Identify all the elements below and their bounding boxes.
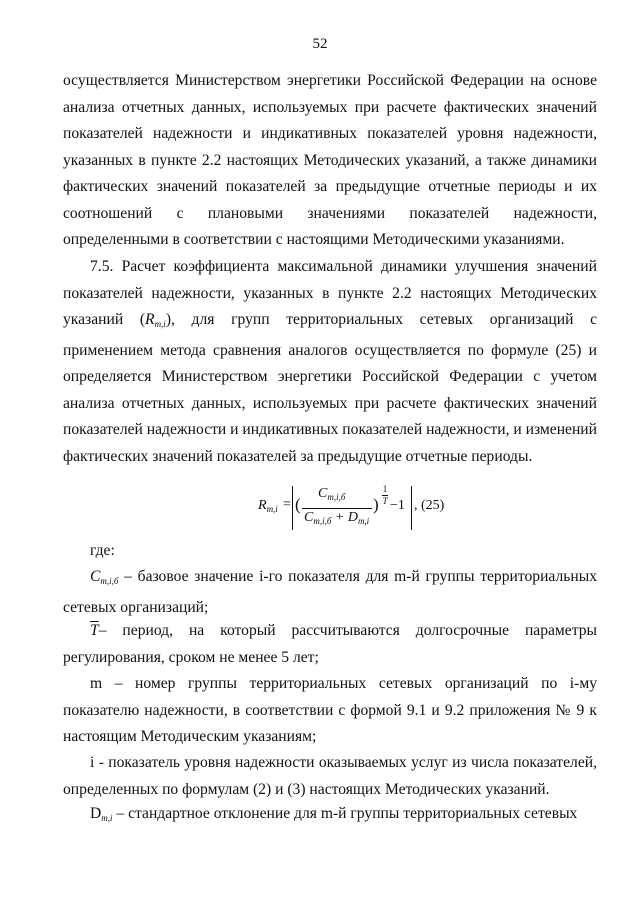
formula-lhs: $R_{m,i}$ xyxy=(258,498,278,514)
def-i: i - показатель уровня надежности оказываемых услуг из числа показателей, определенных по формулам (2) и (3) настоящих Методических указаний. xyxy=(63,754,597,798)
where-label: где: xyxy=(90,542,115,559)
formula-denominator: $C_{m,i,б} + D_{m,i}$ xyxy=(304,510,370,526)
d-symbol: $D_{m,i}$ xyxy=(90,805,113,823)
paragraph-7-5-text-before: 7.5. Расчет коэффициента максимальной динамики улучшения значений показателей надежности, указанных в пункте 2.2 настоящих Методических указаний ( xyxy=(63,258,597,328)
def-m: m – номер группы территориальных сетевых организаций по i-му показателю надежности, в соответствии с формой 9.1 и 9.2 приложения № 9 к настоящим Методическим указаниям; xyxy=(63,675,597,745)
formula-equals: = xyxy=(283,497,291,512)
def-c: $C_{m,i,б}$ – базовое значение i-го показателя для m-й группы территориальных сетевых организаций; xyxy=(63,568,597,616)
paragraph-continuation: осуществляется Министерством энергетики Российской Федерации на основе анализа отчетных данных, используемых при расчете фактических значений показателей надежности и индикативных показателей уровня надежности, указанных в пункте 2.2 настоящих Методических указаний, а также динамики фактических значений показателей за предыдущие отчетные периоды и их соотношений с плановыми значениями показателей надежности, определенными в соответствии с настоящими Методическими указаниями. xyxy=(63,72,597,248)
t-symbol: $\overline{T}$ xyxy=(90,622,99,639)
fraction-line xyxy=(302,508,372,509)
formula-numerator: $C_{m,i,б}$ xyxy=(318,486,346,502)
paren-open: ( xyxy=(295,495,301,514)
formula-minus-one: −1 xyxy=(390,498,405,513)
formula-exponent: 1 T xyxy=(382,484,388,506)
def-d: $D_{m,i}$ – стандартное отклонение для m-й группы территориальных сетевых xyxy=(90,805,578,823)
formula-25 xyxy=(0,482,640,538)
c-symbol: $C_{m,i,б}$ xyxy=(90,568,119,586)
paragraph-7-5-text-after: ), для групп территориальных сетевых организаций с применением метода сравнения аналогов осуществляется по формуле (25) и определяется Министерством энергетики Российской Федерации с учетом анализа отчетных данных, используемых при расчете фактических значений показателей надежности и индикативных показателей надежности, и изменений фактических значений показателей за предыдущие отчетные периоды. xyxy=(63,311,597,465)
page-number: 52 xyxy=(312,36,328,52)
r-symbol: $R_{m,i}$ xyxy=(145,311,166,329)
paren-close: ) xyxy=(373,495,379,514)
abs-bar-right xyxy=(411,486,412,530)
def-t: $\overline{T}-$ период, на который рассчитываются долгосрочные параметры регулирования, сроком не менее 5 лет; xyxy=(63,622,597,666)
paragraph-7-5 xyxy=(63,254,597,470)
formula-number: , (25) xyxy=(414,498,445,513)
abs-bar-left xyxy=(292,486,293,530)
